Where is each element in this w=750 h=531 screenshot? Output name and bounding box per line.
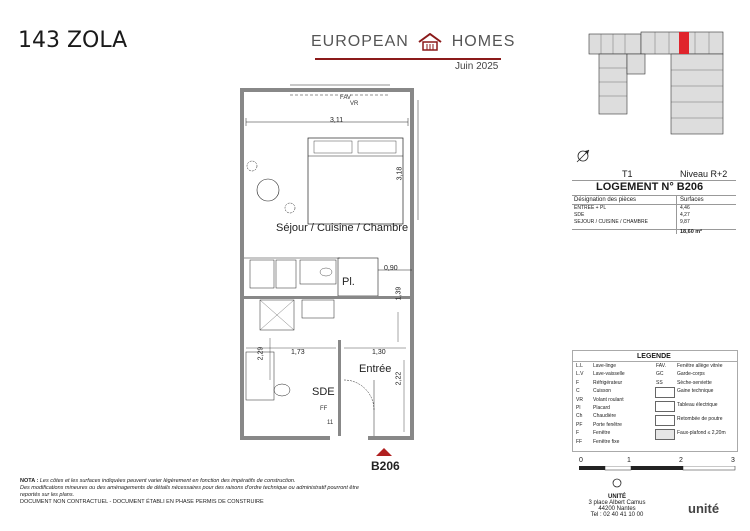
room-area-name: SDE [574, 212, 585, 218]
legend-title: LEGENDE [637, 353, 671, 360]
dim-left-height: 2,29 [257, 346, 265, 361]
total-area: 18,60 m² [680, 229, 703, 235]
brand-word-2: HOMES [451, 33, 516, 50]
room-sde-label: SDE [312, 386, 335, 398]
legend-label: Fenêtre [593, 430, 611, 437]
floor-plan [230, 80, 430, 475]
notes-label: NOTA : [20, 478, 39, 484]
legend-code: SS [656, 379, 663, 386]
architect-name: UNITÉ [608, 494, 626, 500]
legend-label: Fenêtre allège vitrée [677, 363, 723, 369]
notes-line-3: reportés sur les plans. [20, 492, 75, 498]
legend-code: L.V [576, 371, 584, 378]
room-area-value: 4,27 [680, 212, 690, 218]
ff-label: FF [320, 406, 328, 412]
legend-code: GC [656, 371, 664, 378]
col-header-surfaces: Surfaces [680, 197, 704, 203]
dim-top-width: 3,11 [330, 117, 344, 124]
notes-block [20, 478, 580, 506]
legend-swatch [655, 429, 675, 440]
unit-title: LOGEMENT N° B206 [596, 181, 704, 193]
legend-code: Pl [576, 405, 581, 411]
architect-addr1: 3 place Albert Camus [588, 500, 646, 506]
notes-line-1: Les côtes et les surfaces indiquées peuvent varier légèrement en fonction des impératifs de construction. [39, 478, 296, 484]
legend-swatch [655, 415, 675, 426]
house-icon [418, 33, 442, 51]
legend-swatch [655, 387, 675, 398]
room-placard-label: Pl. [342, 276, 355, 288]
small-number: 11 [327, 420, 334, 426]
architect-addr2: 44200 Nantes [598, 506, 636, 512]
project-title: 143 ZOLA [18, 28, 128, 53]
legend-label: Volant roulant [593, 396, 624, 403]
legend-code: FF [576, 438, 583, 445]
legend-code: F [576, 379, 580, 386]
legend-label: Lave-vaisselle [593, 371, 625, 378]
key-plan [585, 26, 733, 136]
dim-sde-width: 1,73 [291, 349, 305, 356]
unit-type: T1 [622, 169, 633, 179]
architect-block [587, 486, 647, 518]
scale-tick-1: 1 [627, 457, 631, 464]
legend-label: Faux-plafond ≤ 2,20m [677, 430, 726, 437]
vr-label: VR [350, 101, 359, 107]
dim-placard-width: 0,90 [384, 265, 398, 272]
brand-underline [315, 58, 501, 60]
dim-mid-height: 1,39 [395, 286, 403, 301]
architect-tel: Tel : 02 40 41 10 00 [590, 512, 644, 518]
legend-label: Cuisson [593, 388, 612, 395]
legend-label: Retombée de poutre [677, 416, 723, 423]
legend-swatch [655, 401, 675, 412]
legend-label: Sèche-serviette [677, 379, 712, 386]
legend-box [572, 350, 738, 452]
unit-info-box [572, 170, 736, 234]
scale-tick-3: 3 [731, 457, 735, 464]
brand-word-1: EUROPEAN [311, 33, 409, 50]
legend-label: Porte fenêtre [593, 421, 622, 428]
legend-label: Tableau électrique [677, 402, 718, 409]
legend-code: C [576, 388, 580, 395]
room-entree-label: Entrée [359, 363, 392, 375]
legend-code: FAV. [656, 363, 667, 369]
room-sejour-label: Séjour / Cuisine / Chambre [276, 222, 409, 234]
notes-line-2: Des modifications mineures ou des aménagements de détails nécessaires pour des raisons d'ordre technique ou administratif pourront être [20, 485, 359, 491]
legend-label: Réfrigérateur [593, 379, 623, 386]
plan-date: Juin 2025 [455, 61, 499, 72]
col-header-pieces: Désignation des pièces [574, 197, 637, 203]
legend-label: Fenêtre fixe [593, 438, 620, 445]
room-area-value: 4,46 [680, 205, 690, 211]
scale-tick-0: 0 [579, 457, 583, 464]
legend-code: F [576, 430, 580, 437]
brand-logo [311, 33, 515, 51]
fav-label: FAV [340, 95, 351, 101]
legend-label: Gaine technique [677, 388, 714, 395]
legend-label: Placard [593, 405, 610, 411]
scale-tick-2: 2 [679, 457, 683, 464]
unit-tag: B206 [371, 459, 400, 473]
room-area-value: 9,87 [680, 219, 690, 225]
notes-line-4: DOCUMENT NON CONTRACTUEL - DOCUMENT ÉTABLI EN PHASE PERMIS DE CONSTRUIRE [20, 499, 264, 505]
highlighted-unit [679, 32, 689, 54]
room-area-name: SEJOUR / CUISINE / CHAMBRE [574, 219, 648, 225]
room-area-name: ENTREE + PL [574, 205, 607, 211]
legend-label: Chaudière [593, 413, 617, 420]
legend-code: L.L [576, 363, 583, 369]
north-arrow-icon [575, 148, 591, 164]
architect-logo: unité [688, 501, 720, 516]
legend-label: Garde-corps [677, 371, 705, 378]
legend-code: PF [576, 421, 583, 428]
legend-code: Ch [576, 413, 583, 420]
legend-label: Lave-linge [593, 363, 617, 369]
legend-code: VR [576, 396, 583, 403]
dim-right-height: 3,18 [396, 166, 404, 181]
unit-arrow-icon [376, 448, 392, 456]
dim-entree-width: 1,30 [372, 349, 386, 356]
dim-entree-height: 2,22 [395, 371, 403, 386]
unit-level: Niveau R+2 [680, 169, 728, 179]
